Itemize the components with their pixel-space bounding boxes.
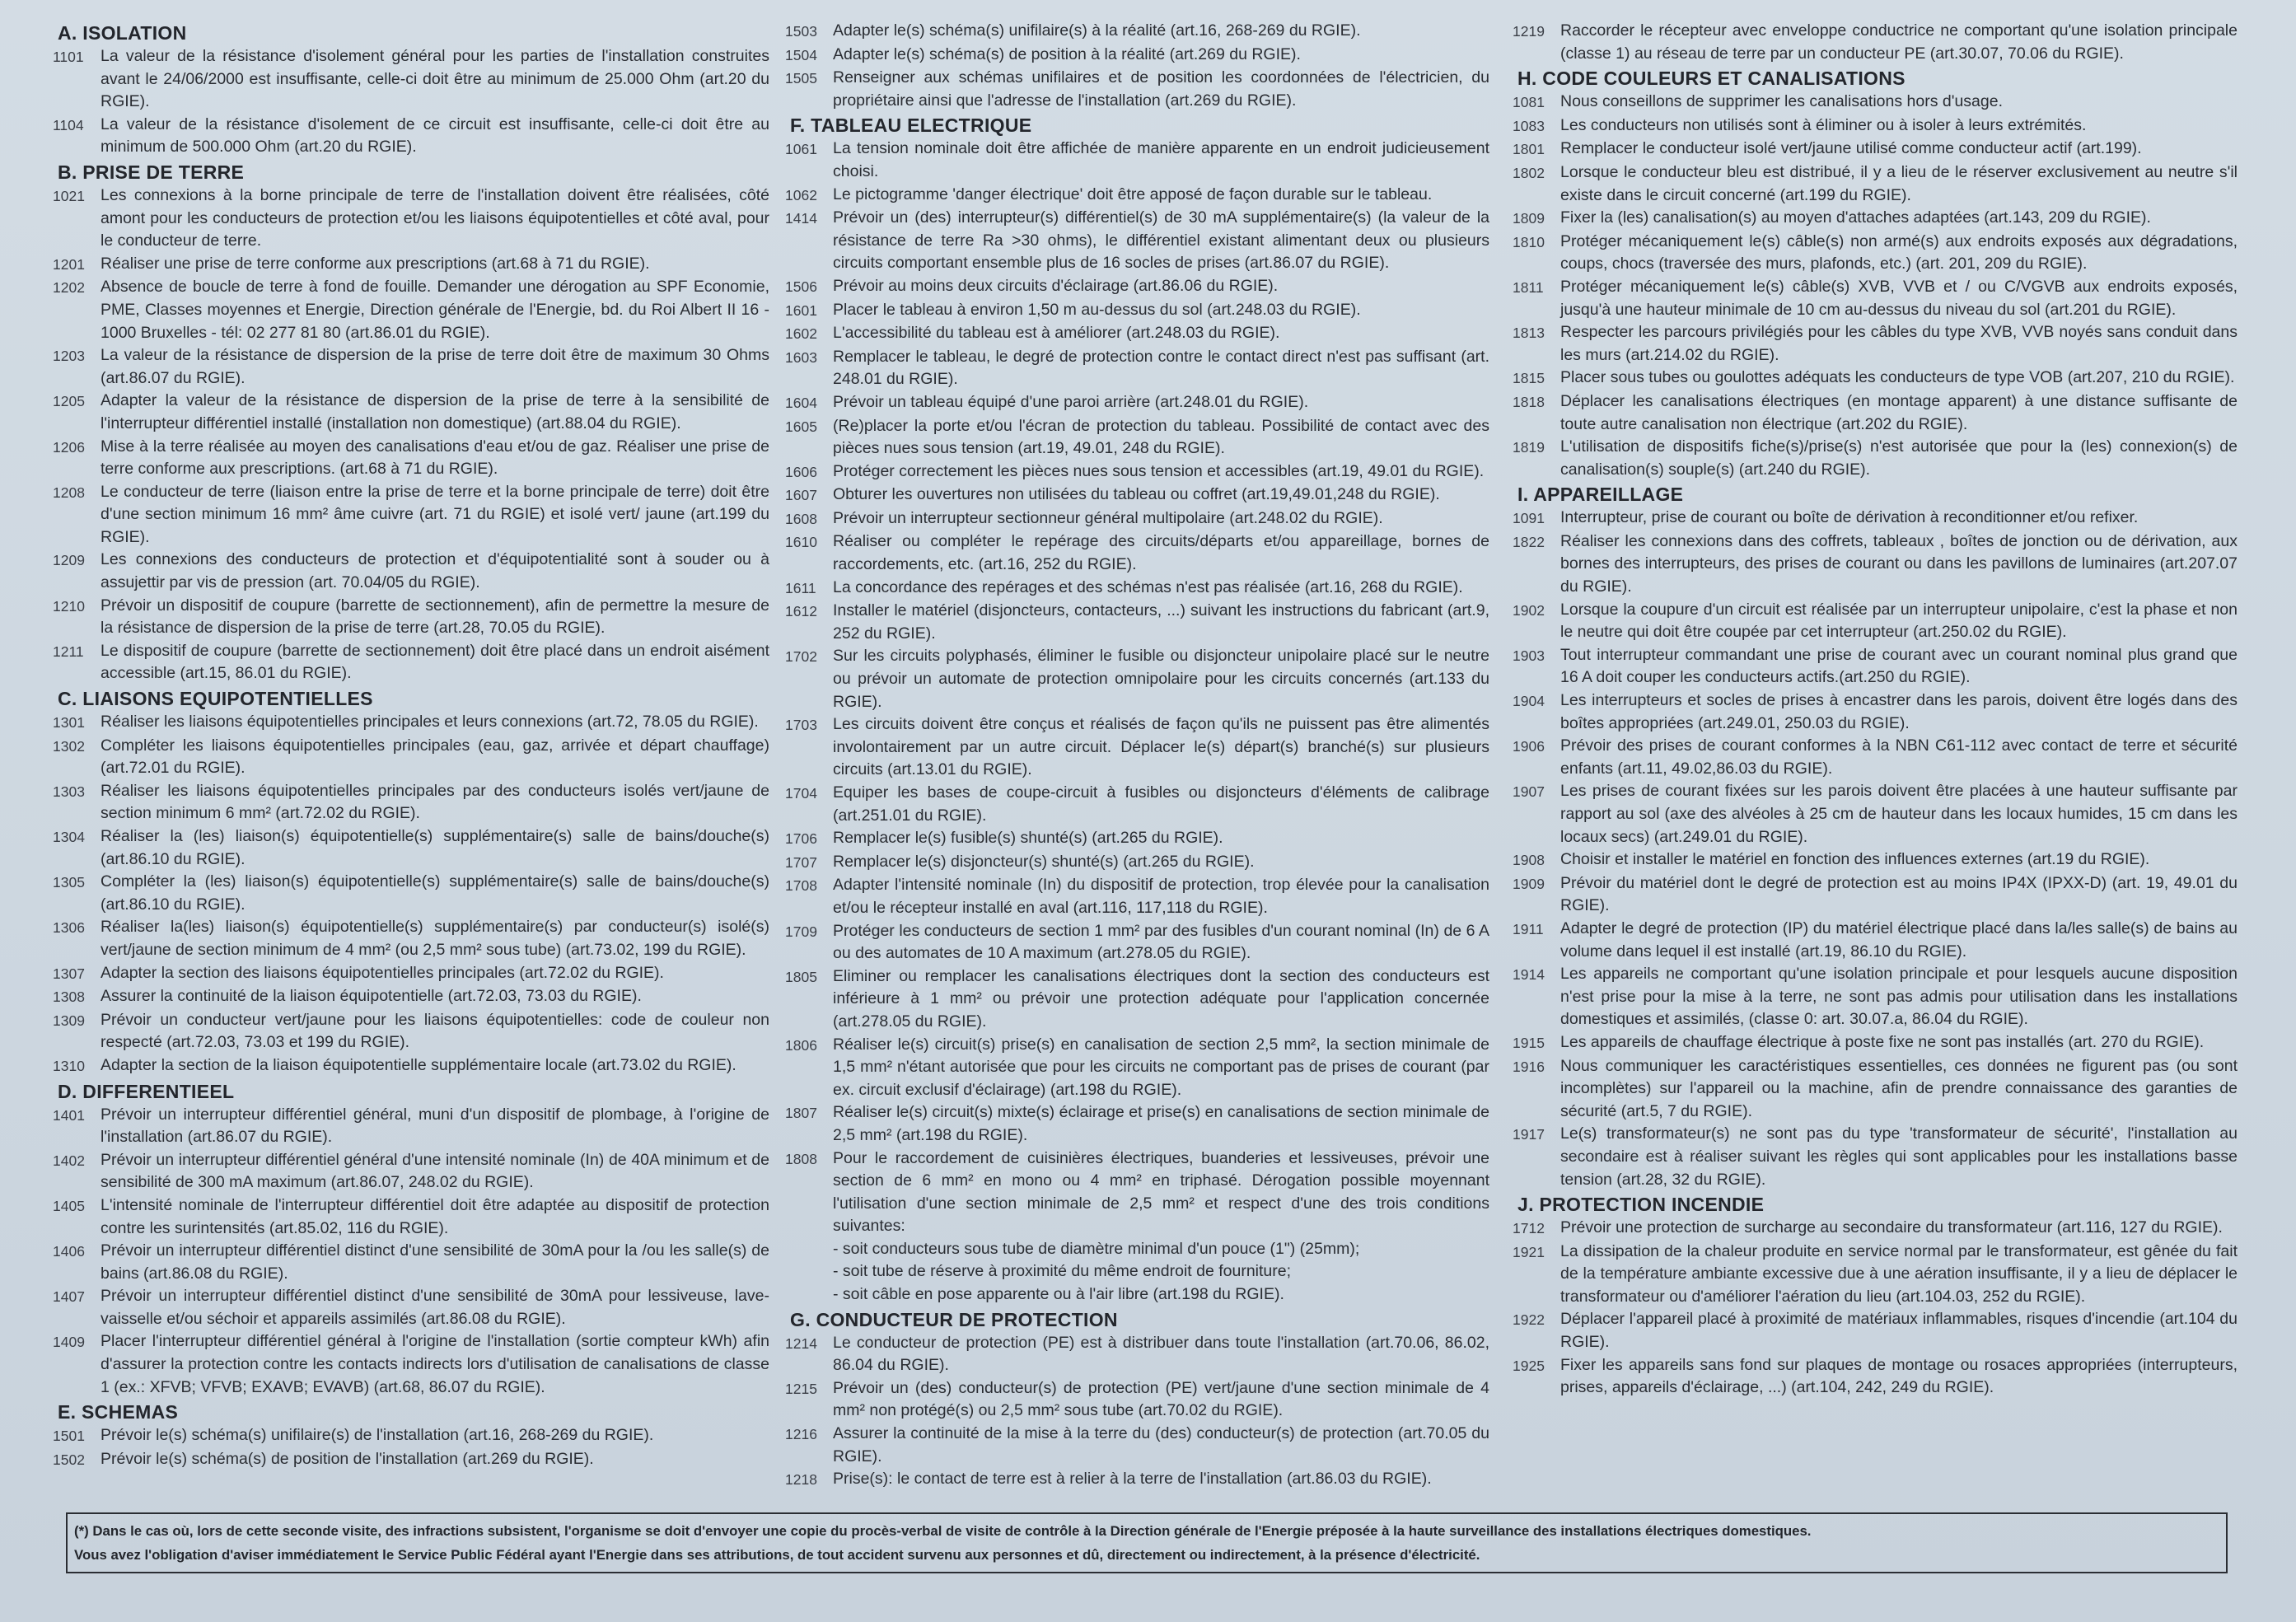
remark-text: Réaliser les liaisons équipotentielles principales par des conducteurs isolés vert/jaune de section minimum 6 mm² (art.72.02 du RGIE). bbox=[101, 781, 769, 823]
remark-code: 1503 bbox=[785, 23, 817, 40]
remark-item bbox=[1513, 321, 2238, 367]
remark-item bbox=[53, 640, 769, 685]
section-heading: D. DIFFERENTIEEL bbox=[58, 1080, 235, 1102]
remark-code: 1922 bbox=[1513, 1311, 1545, 1329]
remark-text: Prévoir un interrupteur différentiel distinct d'une sensibilité de 30mA pour lessiveuse, lave-vaisselle et/ou séchoir et appareils assimilés (art.86.08 du RGIE). bbox=[101, 1287, 769, 1328]
remark-text: Déplacer les canalisations électriques (en montage apparent) à une distance suffisante de toute autre canalisation non électrique (art.202 du RGIE). bbox=[1560, 391, 2238, 433]
remark-code: 1805 bbox=[785, 968, 817, 985]
remark-code: 1810 bbox=[1513, 233, 1545, 250]
remark-code: 1409 bbox=[53, 1334, 85, 1351]
remark-item bbox=[785, 1148, 1489, 1238]
remark-text: Placer l'interrupteur différentiel général à l'origine de l'installation (sortie compteur kWh) afin d'assurer la protection contre les contacts indirects lors d'utilisation de canalisations de classe 1 (ex.: XFVB; VFVB; EXAVB; EVAVB) (art.68, 86.07 du RGIE). bbox=[101, 1332, 769, 1396]
remark-text: Prévoir un interrupteur différentiel général, muni d'un dispositif de plombage, à l'origine de l'installation (art.86.07 du RGIE). bbox=[101, 1105, 769, 1147]
remark-item bbox=[53, 1285, 769, 1330]
remark-item bbox=[785, 874, 1489, 919]
remark-item bbox=[1513, 599, 2238, 644]
remark-text: Adapter le(s) schéma(s) unifilaire(s) à la réalité (art.16, 268-269 du RGIE). bbox=[833, 21, 1361, 40]
remark-code: 1702 bbox=[785, 648, 817, 666]
remark-text: Le(s) transformateur(s) ne sont pas du type 'transformateur de sécurité', l'installation au secondaire est à réaliser suivant les règles qui sont applicables pour les installations basse tension (art.28, 32 du RGIE). bbox=[1560, 1124, 2238, 1189]
remark-code: 1914 bbox=[1513, 966, 1545, 984]
remark-text: Eliminer ou remplacer les canalisations électriques dont la section des conducteurs est inférieure à 1 mm² ou prévoir une protection adéquate pour l'application concernée (art.278.05 du RGIE). bbox=[833, 966, 1489, 1031]
remark-text: (Re)placer la porte et/ou l'écran de protection du tableau. Possibilité de contact avec des pièces nues sous tension (art.19, 49.01, 248 du RGIE). bbox=[833, 416, 1489, 458]
remark-item bbox=[1513, 1241, 2238, 1309]
item-sub-condition: - soit câble en pose apparente ou à l'air libre (art.198 du RGIE). bbox=[833, 1285, 1284, 1304]
remark-text: Réaliser ou compléter le repérage des circuits/départs et/ou appareillage, bornes de raccordements, etc. (art.16, 252 du RGIE). bbox=[833, 532, 1489, 574]
remark-text: La valeur de la résistance de dispersion de la prise de terre doit être de maximum 30 Ohms (art.86.07 du RGIE). bbox=[101, 346, 769, 387]
remark-code: 1405 bbox=[53, 1197, 85, 1214]
remark-text: Le pictogramme 'danger électrique' doit être apposé de façon durable sur le tableau. bbox=[833, 185, 1433, 203]
remark-code: 1218 bbox=[785, 1471, 817, 1489]
remark-code: 1706 bbox=[785, 830, 817, 848]
remark-code: 1414 bbox=[785, 210, 817, 227]
remark-code: 1208 bbox=[53, 484, 85, 501]
remark-code: 1815 bbox=[1513, 370, 1545, 387]
remark-item bbox=[785, 827, 1489, 851]
remark-text: Respecter les parcours privilégiés pour les câbles du type XVB, VVB noyés sans conduit dans les murs (art.214.02 du RGIE). bbox=[1560, 323, 2238, 364]
remark-item bbox=[1513, 20, 2238, 65]
remark-text: Le dispositif de coupure (barrette de sectionnement) doit être placé dans un endroit aisément accessible (art.15, 86.01 du RGIE). bbox=[101, 641, 769, 683]
remark-text: Lorsque le conducteur bleu est distribué, il y a lieu de le réserver exclusivement au neutre s'il existe dans le circuit concerné (art.199 du RGIE). bbox=[1560, 162, 2238, 204]
remark-item bbox=[785, 713, 1489, 782]
remark-code: 1501 bbox=[53, 1428, 85, 1445]
remark-text: Placer le tableau à environ 1,50 m au-dessus du sol (art.248.03 du RGIE). bbox=[833, 300, 1361, 319]
remark-item bbox=[1513, 1217, 2238, 1241]
remark-item bbox=[785, 1332, 1489, 1377]
remark-code: 1062 bbox=[785, 186, 817, 203]
remark-text: Les conducteurs non utilisés sont à éliminer ou à isoler à leurs extrémités. bbox=[1560, 115, 2087, 134]
remark-item bbox=[1513, 161, 2238, 207]
remark-text: Placer sous tubes ou goulottes adéquats les conducteurs de type VOB (art.207, 210 du RGIE). bbox=[1560, 368, 2235, 387]
remark-code: 1502 bbox=[53, 1451, 85, 1468]
remark-code: 1101 bbox=[53, 49, 84, 65]
remark-text: Prévoir une protection de surcharge au secondaire du transformateur (art.116, 127 du RGIE). bbox=[1560, 1218, 2223, 1237]
remark-text: Le conducteur de protection (PE) est à distribuer dans toute l'installation (art.70.06, 86.02, 86.04 du RGIE). bbox=[833, 1333, 1489, 1375]
remark-code: 1216 bbox=[785, 1426, 817, 1443]
remark-item bbox=[53, 185, 769, 253]
remark-text: Réaliser une prise de terre conforme aux prescriptions (art.68 à 71 du RGIE). bbox=[101, 254, 650, 273]
remark-code: 1104 bbox=[53, 116, 84, 133]
remark-code: 1707 bbox=[785, 853, 817, 871]
remark-item bbox=[1513, 848, 2238, 872]
remark-text: Prévoir au moins deux circuits d'éclairage (art.86.06 du RGIE). bbox=[833, 276, 1279, 295]
remark-code: 1307 bbox=[53, 965, 85, 982]
remark-text: Remplacer le(s) disjoncteur(s) shunté(s) (art.265 du RGIE). bbox=[833, 852, 1255, 871]
remark-code: 1802 bbox=[1513, 164, 1545, 181]
remark-text: Les prises de courant fixées sur les parois doivent être placées à une hauteur suffisante par rapport au sol (axe des alvéoles à 25 cm de hauteur dans les locaux humides, 15 cm dans les locaux secs) (art.249.01 du RGIE). bbox=[1560, 782, 2238, 846]
remark-text: Les connexions des conducteurs de protection et d'équipotentialité sont à souder ou à assujettir par vis de pression (art. 70.04/05 du RGIE). bbox=[101, 550, 769, 592]
remark-text: Prévoir un interrupteur différentiel général d'une intensité nominale (In) de 40A minimum et de sensibilité de 300 mA maximum (art.86.07, 248.02 du RGIE). bbox=[101, 1150, 769, 1192]
remark-item bbox=[1513, 735, 2238, 780]
remark-text: Réaliser les connexions dans des coffrets, tableaux , boîtes de jonction ou de dérivation, aux bornes des interrupteurs, des prises de courant ou dans les pavillons de luminaires (art.207.07 du RGIE). bbox=[1560, 531, 2238, 596]
remark-item bbox=[1513, 689, 2238, 735]
column-left bbox=[53, 20, 769, 1471]
item-sub-condition: - soit conducteurs sous tube de diamètre minimal d'un pouce (1") (25mm); bbox=[833, 1239, 1360, 1258]
remark-code: 1601 bbox=[785, 301, 817, 319]
remark-item bbox=[1513, 276, 2238, 321]
remark-item bbox=[1513, 115, 2238, 138]
remark-item bbox=[1513, 1308, 2238, 1353]
remark-text: Tout interrupteur commandant une prise de courant avec un courant nominal plus grand que 16 A doit couper les conducteurs actifs.(art.250 du RGIE). bbox=[1560, 645, 2238, 687]
remark-item bbox=[1513, 780, 2238, 848]
remark-text: Les circuits doivent être conçus et réalisés de façon qu'ils ne puissent pas être alimentés involontairement par un autre circuit. Déplacer le(s) départ(s) branché(s) sur plusieurs circuits (art.13.01 du RGIE). bbox=[833, 715, 1489, 779]
remark-code: 1904 bbox=[1513, 693, 1545, 710]
remark-item bbox=[785, 44, 1489, 68]
remark-code: 1306 bbox=[53, 919, 85, 937]
remark-item bbox=[785, 965, 1489, 1034]
remark-item bbox=[785, 600, 1489, 645]
remark-code: 1915 bbox=[1513, 1034, 1545, 1051]
remark-item bbox=[785, 1423, 1489, 1468]
remark-item bbox=[785, 484, 1489, 507]
remark-code: 1203 bbox=[53, 348, 85, 365]
remark-code: 1602 bbox=[785, 325, 817, 343]
remark-item bbox=[785, 322, 1489, 346]
remark-code: 1813 bbox=[1513, 325, 1545, 342]
remark-code: 1611 bbox=[785, 579, 816, 596]
remark-item bbox=[53, 45, 769, 114]
remark-code: 1909 bbox=[1513, 875, 1545, 892]
remark-code: 1219 bbox=[1513, 23, 1545, 40]
remark-text: L'utilisation de dispositifs fiche(s)/prise(s) n'est autorisée que pour la (les) connexion(s) de canalisation(s) souple(s) (art.240 du RGIE). bbox=[1560, 437, 2238, 479]
remark-code: 1061 bbox=[785, 141, 817, 158]
remark-item bbox=[785, 20, 1489, 44]
remark-code: 1612 bbox=[785, 603, 817, 620]
remark-item bbox=[785, 1034, 1489, 1102]
remark-code: 1708 bbox=[785, 877, 817, 895]
remark-text: Les connexions à la borne principale de terre de l'installation doivent être réalisées, côté amont pour les conducteurs de protection et/ou les liaisons équipotentielles et côté aval, pour le conducteur de terre. bbox=[101, 185, 769, 250]
remark-text: Nous conseillons de supprimer les canalisations hors d'usage. bbox=[1560, 92, 2004, 111]
remark-text: Choisir et installer le matériel en fonction des influences externes (art.19 du RGIE). bbox=[1560, 850, 2150, 869]
remark-code: 1091 bbox=[1513, 510, 1545, 527]
remark-text: Assurer la continuité de la liaison équipotentielle (art.72.03, 73.03 du RGIE). bbox=[101, 987, 642, 1006]
remark-text: Protéger mécaniquement le(s) câble(s) non armé(s) aux endroits exposés aux dégradations, coups, chocs (traversée des murs, plafonds, etc.) (art. 201, 209 du RGIE). bbox=[1560, 231, 2238, 273]
remark-text: La dissipation de la chaleur produite en service normal par le transformateur, est gênée du fait de la température ambiante excessive due à une aération insuffisante, il y a lieu de déplacer le transformateur ou d'améliorer l'aération du lieu (art.104.03, 252 du RGIE). bbox=[1560, 1241, 2238, 1306]
remark-text: Raccorder le récepteur avec enveloppe conductrice ne comportant qu'une isolation principale (classe 1) au réseau de terre par un conducteur PE (art.30.07, 70.06 du RGIE). bbox=[1560, 21, 2238, 63]
item-sub-condition: - soit tube de réserve à proximité du même endroit de fourniture; bbox=[833, 1262, 1292, 1281]
remark-item bbox=[785, 391, 1489, 415]
remark-code: 1301 bbox=[53, 714, 85, 732]
remark-item bbox=[53, 1149, 769, 1194]
remark-text: Réaliser le(s) circuit(s) mixte(s) éclairage et prise(s) en canalisations de section minimale de 2,5 mm² (art.198 du RGIE). bbox=[833, 1103, 1489, 1144]
remark-item bbox=[53, 962, 769, 986]
remark-text: La valeur de la résistance d'isolement général pour les parties de l'installation construites avant le 24/06/2000 est insuffisante, celle-ci doit être au minimum de 25.000 Ohm (art.20 du RGIE). bbox=[101, 47, 769, 111]
remark-text: Prévoir un interrupteur différentiel distinct d'une sensibilité de 30mA pour la /ou les salle(s) de bains (art.86.08 du RGIE). bbox=[101, 1241, 769, 1283]
remark-text: L'accessibilité du tableau est à améliorer (art.248.03 du RGIE). bbox=[833, 324, 1280, 343]
remark-code: 1083 bbox=[1513, 117, 1545, 134]
remark-text: Réaliser les liaisons équipotentielles principales et leurs connexions (art.72, 78.05 du RGIE). bbox=[101, 713, 759, 732]
remark-code: 1917 bbox=[1513, 1126, 1545, 1143]
section-heading: C. LIAISONS EQUIPOTENTIELLES bbox=[58, 688, 373, 710]
remark-item bbox=[1513, 138, 2238, 161]
remark-item bbox=[785, 531, 1489, 576]
remark-item bbox=[785, 415, 1489, 460]
remark-code: 1925 bbox=[1513, 1357, 1545, 1374]
remark-item bbox=[1513, 644, 2238, 689]
remark-code: 1605 bbox=[785, 418, 817, 435]
remark-code: 1310 bbox=[53, 1057, 85, 1074]
section-heading: G. CONDUCTEUR DE PROTECTION bbox=[790, 1308, 1118, 1330]
remark-text: Remplacer le(s) fusible(s) shunté(s) (art.265 du RGIE). bbox=[833, 829, 1223, 848]
remark-code: 1211 bbox=[53, 643, 84, 660]
remark-code: 1608 bbox=[785, 510, 817, 527]
footer-notice-line-2: Vous avez l'obligation d'aviser immédiatement le Service Public Fédéral ayant l'Energie dans ses attributions, de tout accident survenu aux personnes et dû, directement ou indirectement, à la présence d'électricité. bbox=[74, 1547, 1480, 1563]
remark-text: Prévoir du matériel dont le degré de protection est au moins IP4X (IPXX-D) (art. 19, 49.01 du RGIE). bbox=[1560, 873, 2238, 915]
remark-item bbox=[53, 276, 769, 344]
remark-text: Adapter l'intensité nominale (In) du dispositif de protection, trop élevée pour la canalisation et/ou le récepteur installé en aval (art.116, 117,118 du RGIE). bbox=[833, 876, 1489, 917]
remark-item bbox=[53, 735, 769, 780]
remark-text: Adapter le(s) schéma(s) de position à la réalité (art.269 du RGIE). bbox=[833, 44, 1301, 63]
remark-code: 1610 bbox=[785, 534, 817, 551]
remark-code: 1916 bbox=[1513, 1058, 1545, 1075]
remark-code: 1704 bbox=[785, 785, 817, 802]
remark-item bbox=[53, 825, 769, 871]
remark-item bbox=[53, 1424, 769, 1448]
remark-item bbox=[785, 1377, 1489, 1423]
remark-code: 1921 bbox=[1513, 1243, 1545, 1260]
remark-item bbox=[785, 782, 1489, 827]
remark-text: Prévoir un (des) interrupteur(s) différentiel(s) de 30 mA supplémentaire(s) (la valeur de la résistance de terre Ra >30 ohms), le différentiel existant alimentant deux ou plusieurs circuits comportant ensemble plus de 16 socles de prises (art.86.07 du RGIE). bbox=[833, 208, 1489, 273]
remark-item bbox=[1513, 207, 2238, 231]
remark-item bbox=[53, 344, 769, 390]
remark-text: Prévoir un conducteur vert/jaune pour les liaisons équipotentielles: code de couleur non respecté (art.72.03, 73.03 et 199 du RGIE). bbox=[101, 1010, 769, 1052]
remark-code: 1401 bbox=[53, 1106, 85, 1124]
remark-code: 1801 bbox=[1513, 141, 1545, 158]
remark-code: 1407 bbox=[53, 1288, 85, 1306]
remark-text: Prévoir le(s) schéma(s) unifilaire(s) de l'installation (art.16, 268-269 du RGIE). bbox=[101, 1426, 654, 1445]
remark-code: 1504 bbox=[785, 46, 817, 63]
remark-item bbox=[785, 460, 1489, 484]
remark-code: 1907 bbox=[1513, 783, 1545, 801]
remark-text: Protéger correctement les pièces nues sous tension et accessibles (art.19, 49.01 du RGIE). bbox=[833, 461, 1485, 480]
section-heading: F. TABLEAU ELECTRIQUE bbox=[790, 115, 1032, 137]
remark-text: Prévoir un interrupteur sectionneur général multipolaire (art.248.02 du RGIE). bbox=[833, 508, 1383, 527]
remark-item bbox=[53, 595, 769, 640]
remark-text: Réaliser le(s) circuit(s) prise(s) en canalisation de section 2,5 mm², la section minimale de 1,5 mm² n'étant autorisée que pour les circuits ne comportant pas de prises de courant (par ex. circuit exclusif d'éclairage) (art.198 du RGIE). bbox=[833, 1035, 1489, 1099]
remark-text: Protéger mécaniquement le(s) câble(s) XVB, VVB et / ou C/VGVB aux endroits exposés, jusqu'à une hauteur minimale de 10 cm au-dessus du niveau du sol (art.201 du RGIE). bbox=[1560, 277, 2238, 319]
remark-text: Les appareils ne comportant qu'une isolation principale et pour lesquels aucune disposition n'est prise pour la mise à la terre, ne sont pas admis pour utilisation dans les installations domestiques et assimilés, (classe 0: art. 30.07.a, 86.04 du RGIE). bbox=[1560, 965, 2238, 1029]
remark-item bbox=[53, 1240, 769, 1285]
footer-notice-box bbox=[66, 1512, 2228, 1573]
column-middle bbox=[785, 20, 1489, 1492]
remark-text: Prévoir un tableau équipé d'une paroi arrière (art.248.01 du RGIE). bbox=[833, 392, 1309, 411]
remark-code: 1712 bbox=[1513, 1220, 1545, 1237]
remark-item bbox=[1513, 1055, 2238, 1124]
remark-item bbox=[53, 1054, 769, 1078]
remark-code: 1703 bbox=[785, 717, 817, 734]
remark-text: Nous communiquer les caractéristiques essentielles, ces données ne figurent pas (ou sont incomplètes) sur l'appareil ou la machine, afin de prendre connaissance des garanties de sécurité (art.5, 7 du RGIE). bbox=[1560, 1056, 2238, 1120]
remark-code: 1209 bbox=[53, 552, 85, 569]
remark-item bbox=[785, 207, 1489, 275]
remark-item bbox=[53, 436, 769, 481]
remark-item bbox=[785, 507, 1489, 531]
remark-code: 1809 bbox=[1513, 210, 1545, 227]
remark-text: Prise(s): le contact de terre est à relier à la terre de l'installation (art.86.03 du RGIE). bbox=[833, 1470, 1432, 1489]
remark-text: Fixer la (les) canalisation(s) au moyen d'attaches adaptées (art.143, 209 du RGIE). bbox=[1560, 208, 2151, 227]
remark-code: 1302 bbox=[53, 737, 85, 755]
remark-text: Absence de boucle de terre à fond de fouille. Demander une dérogation au SPF Economie, PME, Classes moyennes et Energie, Direction générale de l'Energie, bd. du Roi Albert II 16 - 1000 Bruxelles - tél: 02 277 81 80 (art.86.01 du RGIE). bbox=[101, 278, 769, 342]
remark-item bbox=[53, 1104, 769, 1149]
remark-text: Lorsque la coupure d'un circuit est réalisée par un interrupteur unipolaire, c'est la phase et non le neutre qui doit être coupée par cet interrupteur (art.250.02 du RGIE). bbox=[1560, 600, 2238, 642]
remark-text: Réaliser la(les) liaison(s) équipotentielle(s) supplémentaire(s) par conducteur(s) isolé(s) vert/jaune de section minimum de 4 mm² (ou 2,5 mm² sous tube) (art.73.02, 199 du RGIE). bbox=[101, 918, 769, 959]
remark-text: Fixer les appareils sans fond sur plaques de montage ou rosaces appropriées (interrupteurs, prises, appareils d'éclairage, ...) (art.104, 242, 249 du RGIE). bbox=[1560, 1355, 2238, 1397]
section-heading: B. PRISE DE TERRE bbox=[58, 161, 245, 183]
remark-text: Obturer les ouvertures non utilisées du tableau ou coffret (art.19,49.01,248 du RGIE). bbox=[833, 485, 1440, 504]
section-heading: E. SCHEMAS bbox=[58, 1401, 179, 1423]
remark-code: 1806 bbox=[785, 1036, 817, 1054]
remark-text: Adapter la section des liaisons équipotentielles principales (art.72.02 du RGIE). bbox=[101, 963, 664, 982]
remark-code: 1309 bbox=[53, 1012, 85, 1029]
remark-code: 1709 bbox=[785, 923, 817, 940]
remark-text: Adapter la valeur de la résistance de dispersion de la prise de terre à la sensibilité de l'interrupteur différentiel installé (installation non domestique) (art.88.04 du RGIE). bbox=[101, 391, 769, 432]
remark-item bbox=[53, 1009, 769, 1054]
remark-item bbox=[53, 1194, 769, 1240]
remark-item bbox=[1513, 367, 2238, 390]
remark-code: 1822 bbox=[1513, 533, 1545, 550]
remark-code: 1819 bbox=[1513, 439, 1545, 456]
remark-code: 1603 bbox=[785, 348, 817, 366]
remark-item bbox=[1513, 918, 2238, 963]
remark-code: 1505 bbox=[785, 70, 817, 87]
remark-text: Les appareils de chauffage électrique à poste fixe ne sont pas installés (art. 270 du RGIE). bbox=[1560, 1032, 2205, 1051]
remark-code: 1308 bbox=[53, 989, 85, 1006]
remark-code: 1081 bbox=[1513, 94, 1545, 111]
section-heading: H. CODE COULEURS ET CANALISATIONS bbox=[1517, 68, 1906, 90]
remark-code: 1406 bbox=[53, 1243, 85, 1260]
remark-item bbox=[53, 1448, 769, 1472]
remark-code: 1818 bbox=[1513, 393, 1545, 410]
remark-item bbox=[1513, 231, 2238, 276]
remark-text: Prévoir un dispositif de coupure (barrette de sectionnement), afin de permettre la mesure de la résistance de dispersion de la prise de terre (art.28, 70.05 du RGIE). bbox=[101, 596, 769, 638]
remark-code: 1902 bbox=[1513, 601, 1545, 619]
remark-item bbox=[1513, 963, 2238, 1031]
remark-text: Remplacer le conducteur isolé vert/jaune utilisé comme conducteur actif (art.199). bbox=[1560, 139, 2142, 158]
remark-text: La concordance des repérages et des schémas n'est pas réalisée (art.16, 268 du RGIE). bbox=[833, 577, 1463, 596]
remark-item bbox=[1513, 1123, 2238, 1191]
remark-item bbox=[53, 549, 769, 594]
remark-code: 1205 bbox=[53, 393, 85, 410]
remark-code: 1906 bbox=[1513, 738, 1545, 755]
remark-item bbox=[785, 920, 1489, 965]
remark-text: Renseigner aux schémas unifilaires et de position les coordonnées de l'électricien, du propriétaire ainsi que l'adresse de l'installation (art.269 du RGIE). bbox=[833, 68, 1489, 110]
remark-text: Installer le matériel (disjoncteurs, contacteurs, ...) suivant les instructions du fabricant (art.9, 252 du RGIE). bbox=[833, 601, 1489, 643]
remark-code: 1807 bbox=[785, 1105, 817, 1122]
remark-item bbox=[785, 346, 1489, 391]
remark-text: L'intensité nominale de l'interrupteur différentiel doit être adaptée au dispositif de protection contre les surintensités (art.85.02, 116 du RGIE). bbox=[101, 1195, 769, 1237]
remark-code: 1201 bbox=[53, 255, 85, 273]
remark-item bbox=[785, 1468, 1489, 1492]
remark-text: Sur les circuits polyphasés, éliminer le fusible ou disjoncteur unipolaire placé sur le neutre ou prévoir un automate de protection omnipolaire pour les circuits concernés (art.133 du RGIE). bbox=[833, 647, 1489, 711]
remark-item bbox=[1513, 507, 2238, 531]
remark-text: Déplacer l'appareil placé à proximité de matériaux inflammables, risques d'incendie (art.104 du RGIE). bbox=[1560, 1310, 2238, 1352]
remark-item bbox=[1513, 436, 2238, 481]
remark-code: 1908 bbox=[1513, 852, 1545, 869]
remark-code: 1202 bbox=[53, 279, 85, 297]
remark-code: 1210 bbox=[53, 597, 85, 615]
section-heading: J. PROTECTION INCENDIE bbox=[1517, 1194, 1765, 1216]
remark-text: Equiper les bases de coupe-circuit à fusibles ou disjoncteurs d'éléments de calibrage (art.251.01 du RGIE). bbox=[833, 783, 1489, 825]
remark-item bbox=[53, 253, 769, 277]
remark-item bbox=[785, 851, 1489, 875]
remark-code: 1402 bbox=[53, 1152, 85, 1169]
remark-item bbox=[53, 871, 769, 916]
remark-item bbox=[1513, 390, 2238, 436]
remark-code: 1808 bbox=[785, 1150, 817, 1167]
remark-item bbox=[53, 916, 769, 961]
remark-text: La tension nominale doit être affichée de manière apparente en un endroit judicieusement choisi. bbox=[833, 139, 1489, 180]
remark-code: 1911 bbox=[1513, 920, 1544, 937]
remark-item bbox=[53, 711, 769, 735]
remark-code: 1606 bbox=[785, 463, 817, 480]
remark-text: Mise à la terre réalisée au moyen des canalisations d'eau et/ou de gaz. Réaliser une prise de terre conforme aux prescriptions. (art.68 à 71 du RGIE). bbox=[101, 437, 769, 479]
remark-code: 1021 bbox=[53, 187, 85, 204]
remark-text: Protéger les conducteurs de section 1 mm² par des fusibles d'un courant nominal (In) de 6 A ou des automates de 10 A maximum (art.278.05 du RGIE). bbox=[833, 921, 1489, 963]
remark-text: Remplacer le tableau, le degré de protection contre le contact direct n'est pas suffisant (art. 248.01 du RGIE). bbox=[833, 347, 1489, 389]
remark-code: 1214 bbox=[785, 1335, 817, 1352]
remark-item bbox=[1513, 531, 2238, 599]
remark-code: 1506 bbox=[785, 278, 817, 295]
section-heading: A. ISOLATION bbox=[58, 22, 187, 44]
remark-item bbox=[785, 138, 1489, 183]
remark-code: 1607 bbox=[785, 487, 817, 504]
remark-item bbox=[53, 1330, 769, 1399]
remark-item bbox=[1513, 872, 2238, 918]
remark-item bbox=[785, 67, 1489, 112]
remark-item bbox=[1513, 1031, 2238, 1055]
remark-text: Les interrupteurs et socles de prises à encastrer dans les parois, doivent être logés dans des boîtes appropriées (art.249.01, 250.03 du RGIE). bbox=[1560, 691, 2238, 732]
remark-text: La valeur de la résistance d'isolement de ce circuit est insuffisante, celle-ci doit être au minimum de 500.000 Ohm (art.20 du RGIE). bbox=[101, 115, 769, 157]
remark-code: 1811 bbox=[1513, 278, 1544, 296]
remark-item bbox=[1513, 1354, 2238, 1400]
remark-item bbox=[53, 114, 769, 159]
remark-text: Pour le raccordement de cuisinières électriques, buanderies et lessiveuses, prévoir une section de 6 mm² en mono ou 4 mm² en triphasé. Dérogation possible moyennant l'utilisation d'une section minimale de 2,5 mm² et respect d'une des trois conditions suivantes: bbox=[833, 1148, 1489, 1236]
remark-code: 1304 bbox=[53, 829, 85, 845]
remark-item bbox=[785, 1101, 1489, 1147]
remark-text: Adapter la section de la liaison équipotentielle supplémentaire locale (art.73.02 du RGIE). bbox=[101, 1055, 736, 1074]
remark-text: Assurer la continuité de la mise à la terre du (des) conducteur(s) de protection (art.70.05 du RGIE). bbox=[833, 1424, 1489, 1465]
remark-text: Prévoir des prises de courant conformes à la NBN C61-112 avec contact de terre et sécurité enfants (art.11, 49.02,86.03 du RGIE). bbox=[1560, 736, 2238, 778]
remark-text: Compléter les liaisons équipotentielles principales (eau, gaz, arrivée et départ chauffage) (art.72.01 du RGIE). bbox=[101, 736, 769, 778]
remark-text: Prévoir le(s) schéma(s) de position de l'installation (art.269 du RGIE). bbox=[101, 1449, 594, 1468]
remark-code: 1305 bbox=[53, 874, 85, 891]
remark-code: 1215 bbox=[785, 1380, 817, 1397]
footer-notice-line-1: (*) Dans le cas où, lors de cette seconde visite, des infractions subsistent, l'organisme se doit d'envoyer une copie du procès-verbal de visite de contrôle à la Direction générale de l'Energie préposée à la haute surveillance des installations électriques domestiques. bbox=[74, 1523, 1812, 1539]
column-right bbox=[1513, 20, 2238, 1400]
remark-text: Réaliser la (les) liaison(s) équipotentielle(s) supplémentaire(s) salle de bains/douche(s) (art.86.10 du RGIE). bbox=[101, 827, 769, 868]
remark-item bbox=[785, 184, 1489, 208]
remark-item bbox=[53, 780, 769, 825]
remark-code: 1604 bbox=[785, 394, 817, 411]
section-heading: I. APPAREILLAGE bbox=[1517, 484, 1684, 506]
remark-item bbox=[785, 275, 1489, 299]
remark-text: Compléter la (les) liaison(s) équipotentielle(s) supplémentaire(s) salle de bains/douche(s) (art.86.10 du RGIE). bbox=[101, 872, 769, 914]
remark-code: 1303 bbox=[53, 783, 85, 800]
remark-item bbox=[1513, 91, 2238, 115]
remark-text: Prévoir un (des) conducteur(s) de protection (PE) vert/jaune d'une section minimale de 4 mm² non protégé(s) ou 2,5 mm² sous tube (art.70.02 du RGIE). bbox=[833, 1378, 1489, 1420]
remark-item bbox=[53, 390, 769, 435]
remark-text: Interrupteur, prise de courant ou boîte de dérivation à reconditionner et/ou refixer. bbox=[1560, 508, 2139, 527]
remark-text: Adapter le degré de protection (IP) du matériel électrique placé dans la/les salle(s) de bains au volume dans lequel il est installé (art.19, 86.10 du RGIE). bbox=[1560, 919, 2238, 961]
remark-code: 1206 bbox=[53, 438, 85, 456]
remark-item bbox=[785, 645, 1489, 713]
remark-text: Le conducteur de terre (liaison entre la prise de terre et la borne principale de terre) doit être d'une section minimum 16 mm² âme cuivre (art. 71 du RGIE) et isolé vert/ jaune (art.199 du RGIE). bbox=[101, 482, 769, 546]
remark-item bbox=[53, 985, 769, 1009]
remark-item bbox=[785, 577, 1489, 601]
remark-item bbox=[785, 299, 1489, 323]
remark-item bbox=[53, 481, 769, 549]
remark-code: 1903 bbox=[1513, 647, 1545, 664]
